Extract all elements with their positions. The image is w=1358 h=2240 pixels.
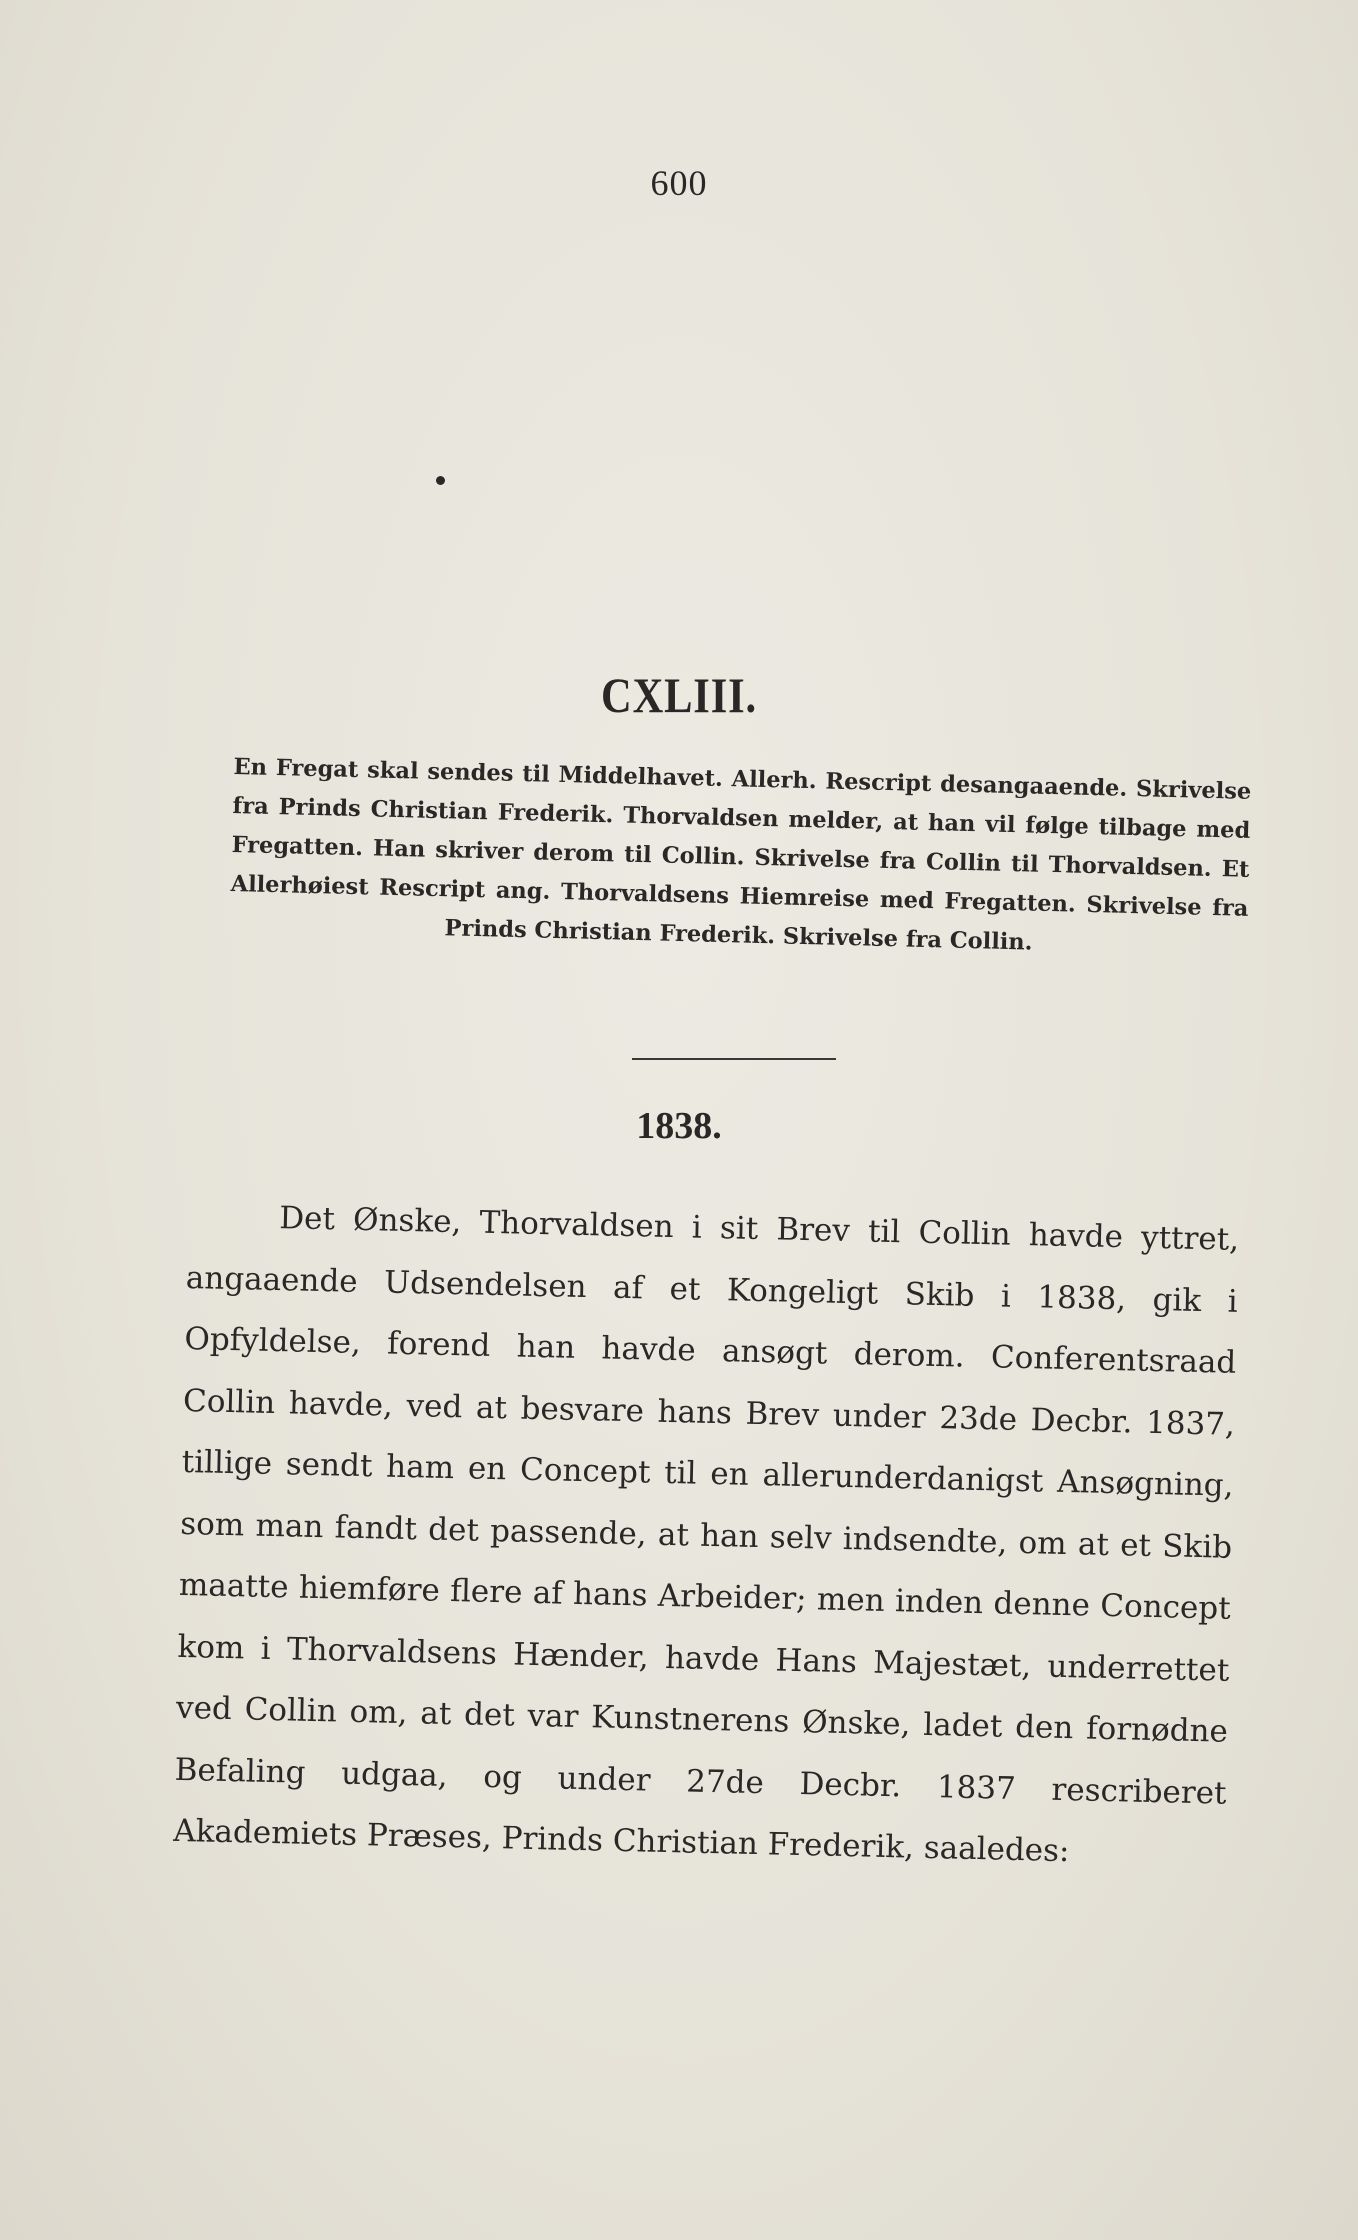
page-number: 600 bbox=[650, 163, 708, 203]
chapter-summary: En Fregat skal sendes til Middelhavet. Allerh. Rescript desangaaende. Skrivelse fra Prinds Christian Frederik. Thorvaldsen melder, at han vil følge tilbage med Fregatten. Han skriver derom til Collin. Skrivelse fra Collin til Thorvaldsen. Et Allerhøiest Rescript ang. Thorvaldsens Hiemreise med Fregatten. Skrivelse fra Prinds Christian Frederik. Skrivelse fra Collin. bbox=[230, 753, 1252, 956]
chapter-title: CXLIII. bbox=[601, 667, 757, 723]
section-divider bbox=[632, 1058, 836, 1060]
year-heading: 1838. bbox=[636, 1105, 722, 1147]
ink-speck bbox=[436, 476, 445, 485]
body-paragraph: Det Ønske, Thorvaldsen i sit Brev til Collin havde yttret, angaaende Udsendelsen af et Kongeligt Skib i 1838, gik i Opfyldelse, forend han havde ansøgt derom. Conferentsraad Collin havde, ved at besvare hans Brev under 23de Decbr. 1837, tillige sendt ham en Concept til en allerunderdanigst Ansøgning, som man fandt det passende, at han selv indsendte, om at et Skib maatte hiemføre flere af hans Arbeider; men inden denne Concept kom i Thorvaldsens Hænder, havde Hans Majestæt, underrettet ved Collin om, at det var Kunstnerens Ønske, ladet den fornødne Befaling udgaa, og under 27de Decbr. 1837 rescriberet Akademiets Præses, Prinds Christian Frederik, saaledes: bbox=[172, 1200, 1240, 1870]
